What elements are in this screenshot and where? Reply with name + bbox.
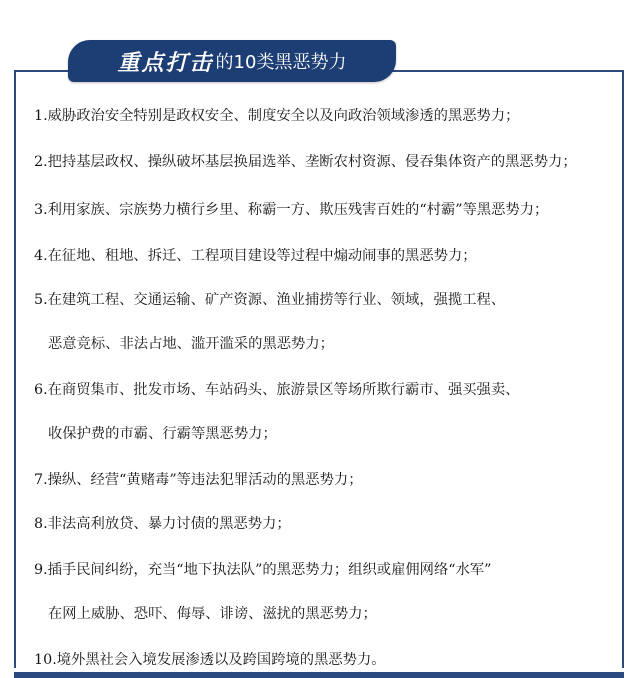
list-item-9-line-2: 在网上威胁、恐吓、侮辱、诽谤、滋扰的黑恶势力； xyxy=(48,606,377,622)
list-item-2: 2.把持基层政权、操纵破坏基层换届选举、垄断农村资源、侵吞集体资产的黑恶势力； xyxy=(34,154,577,170)
list-item-6-line-2: 收保护费的市霸、行霸等黑恶势力； xyxy=(48,426,277,442)
list-item-9-line-1: 9.插手民间纠纷，充当“地下执法队”的黑恶势力；组织或雇佣网络“水军” xyxy=(34,562,492,578)
list-item-10: 10.境外黑社会入境发展渗透以及跨国跨境的黑恶势力。 xyxy=(34,652,386,668)
list-item-3: 3.利用家族、宗族势力横行乡里、称霸一方、欺压残害百姓的“村霸”等黑恶势力； xyxy=(34,202,549,218)
banner-title-rest: 的10类黑恶势力 xyxy=(215,52,347,73)
list-item-5-line-1: 5.在建筑工程、交通运输、矿产资源、渔业捕捞等行业、领域，强揽工程、 xyxy=(34,292,506,308)
title-banner xyxy=(68,40,396,82)
banner-title-emphasis: 重点打击 xyxy=(117,50,214,76)
list-item-4: 4.在征地、租地、拆迁、工程项目建设等过程中煽动闹事的黑恶势力； xyxy=(34,248,477,264)
list-item-1: 1.威胁政治安全特别是政权安全、制度安全以及向政治领域渗透的黑恶势力； xyxy=(34,108,520,124)
list-item-5-line-2: 恶意竞标、非法占地、滥开滥采的黑恶势力； xyxy=(48,336,334,352)
list-item-8: 8.非法高利放贷、暴力讨债的黑恶势力； xyxy=(34,516,291,532)
list-item-6-line-1: 6.在商贸集市、批发市场、车站码头、旅游景区等场所欺行霸市、强买强卖、 xyxy=(34,382,520,398)
frame-bottom-bar xyxy=(14,672,624,678)
list-item-7: 7.操纵、经营“黄赌毒”等违法犯罪活动的黑恶势力； xyxy=(34,472,363,488)
